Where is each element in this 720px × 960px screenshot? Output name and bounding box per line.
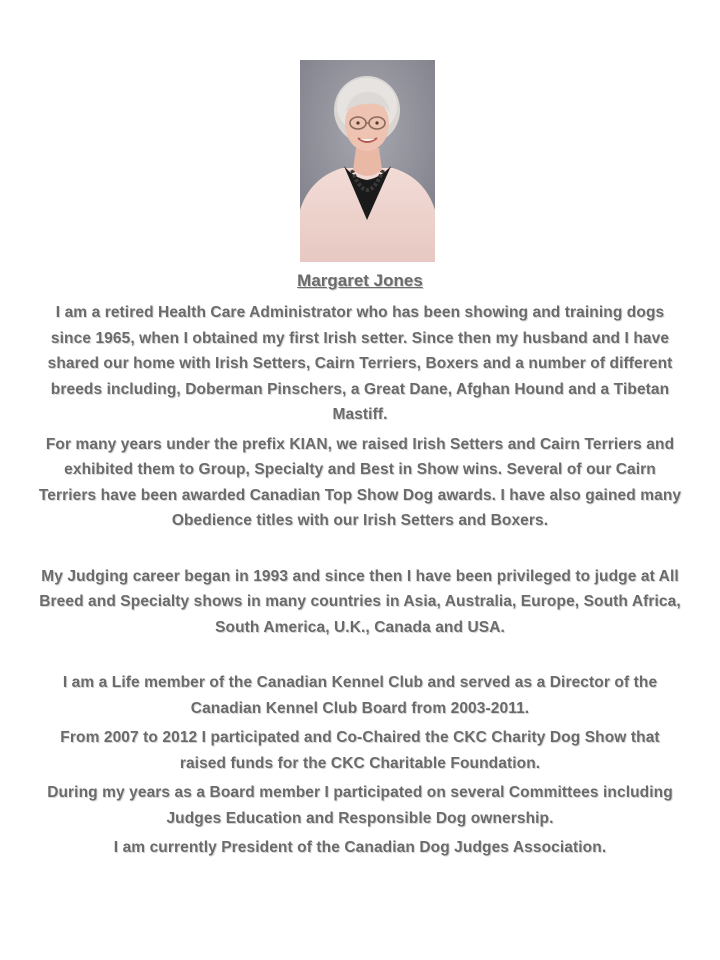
biography bbox=[36, 300, 684, 865]
bio-paragraph-charity-show: From 2007 to 2012 I participated and Co-Chaired the CKC Charity Dog Show that raised funds for the CKC Charitable Foundation. bbox=[60, 729, 660, 772]
portrait-photo bbox=[300, 60, 435, 262]
bio-paragraph-ckc-member: I am a Life member of the Canadian Kennel Club and served as a Director of the Canadian Kennel Club Board from 2003-2011. bbox=[62, 674, 658, 717]
bio-paragraph-committees: During my years as a Board member I participated on several Committees including Judges Education and Responsible Dog ownership. bbox=[47, 784, 673, 827]
bio-paragraph-president: I am currently President of the Canadian Dog Judges Association. bbox=[113, 839, 607, 856]
bio-paragraph-breeding: For many years under the prefix KIAN, we raised Irish Setters and Cairn Terriers and exhibited them to Group, Specialty and Best in Show wins. Several of our Cairn Terriers have been awarded Canadian Top Show Dog awards. I have also gained many Obedience titles with our Irish Setters and Boxers. bbox=[38, 435, 682, 529]
bio-paragraph-judging: My Judging career began in 1993 and since then I have been privileged to judge at All Breed and Specialty shows in many countries in Asia, Australia, Europe, South Africa, South America, U.K., Canada and USA. bbox=[39, 567, 681, 636]
bio-paragraph-background: I am a retired Health Care Administrator who has been showing and training dogs since 1965, when I obtained my first Irish setter. Since then my husband and I have shared our home with Irish Setters, Cairn Terriers, Boxers and a number of different breeds including, Doberman Pinschers, a Great Dane, Afghan Hound and a Tibetan Mastiff. bbox=[47, 304, 673, 423]
person-name: Margaret Jones bbox=[297, 271, 423, 290]
portrait-photo-icon bbox=[300, 60, 435, 262]
